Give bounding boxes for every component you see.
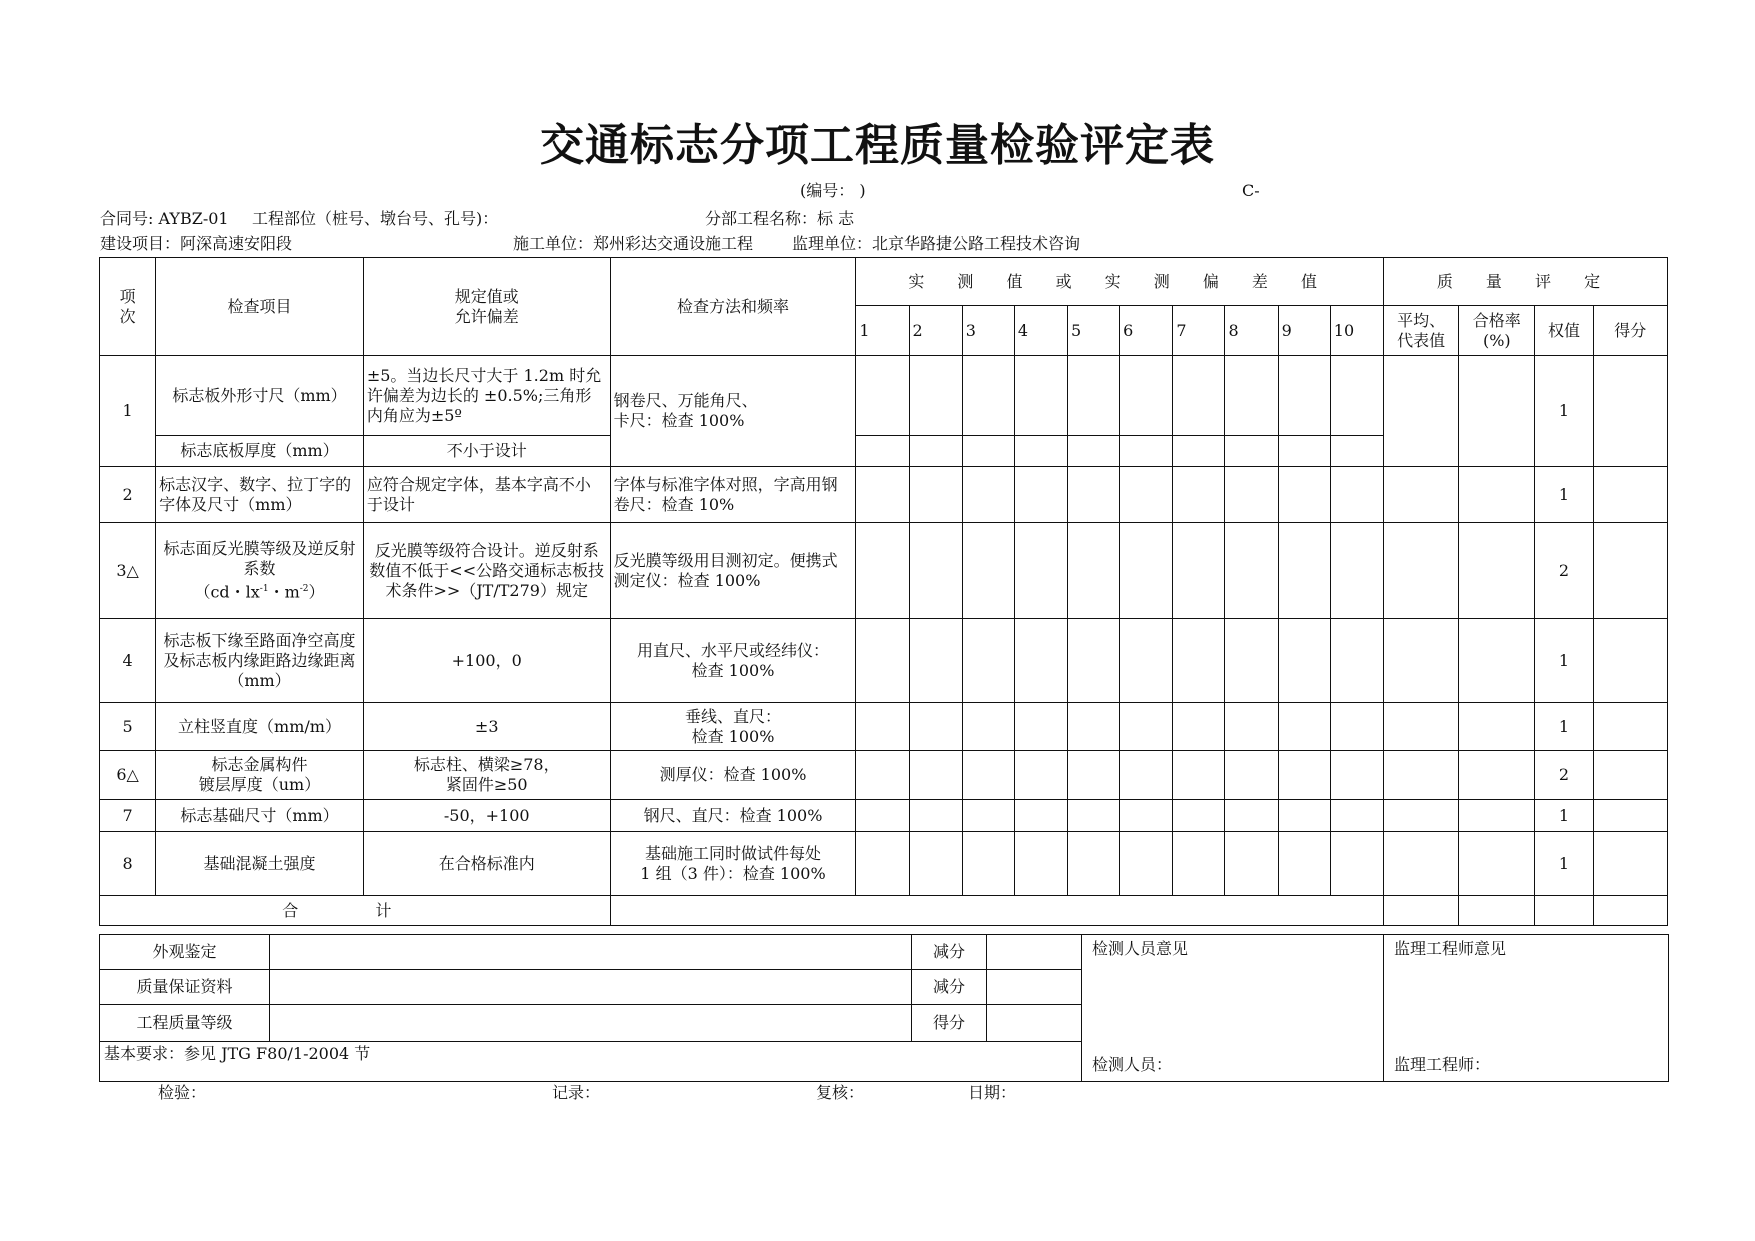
score-cell[interactable] <box>1593 467 1667 523</box>
measure-cell[interactable] <box>1014 356 1067 436</box>
engineer-opinion-label: 监理工程师意见 <box>1394 939 1507 958</box>
pass-rate-cell[interactable] <box>1459 832 1535 896</box>
header-item-no: 项 次 <box>100 258 156 356</box>
table-row <box>100 619 1668 703</box>
row-weight: 1 <box>1535 467 1593 523</box>
appearance-field[interactable] <box>270 935 912 970</box>
contract-no: 合同号: AYBZ-01 <box>100 209 229 228</box>
header-measured-values: 实 测 值 或 实 测 偏 差 值 <box>856 258 1384 306</box>
measure-cell[interactable] <box>1278 356 1330 436</box>
measure-cell[interactable] <box>1225 832 1278 896</box>
measure-cell[interactable] <box>1068 751 1120 800</box>
deduct-label: 减分 <box>912 935 987 970</box>
measure-cell[interactable] <box>1068 523 1120 619</box>
evaluation-summary-table <box>99 934 1669 1082</box>
measure-cell[interactable] <box>856 356 909 436</box>
measure-cell[interactable] <box>962 703 1014 751</box>
measure-cell[interactable] <box>1278 467 1330 523</box>
row-spec: -50，+100 <box>363 800 610 832</box>
form-code-suffix: C- <box>1242 181 1260 200</box>
measure-cell[interactable] <box>856 800 909 832</box>
unit-exponent: -2 <box>299 583 309 594</box>
form-code-label: (编号： ) <box>800 181 866 200</box>
row-spec: 反光膜等级符合设计。逆反射系数值不低于<<公路交通标志板技术条件>>（JT/T279）规定 <box>363 523 610 619</box>
unit-exponent: -1 <box>259 583 269 594</box>
measure-cell[interactable] <box>1173 619 1225 703</box>
row-item: 标志金属构件 镀层厚度（um） <box>156 751 364 800</box>
total-pass-rate-cell[interactable] <box>1459 896 1535 926</box>
basic-requirement: 基本要求：参见 JTG F80/1-2004 节 <box>100 1042 1082 1082</box>
quality-doc-field[interactable] <box>270 970 912 1005</box>
measure-cell[interactable] <box>909 436 962 467</box>
measure-cell[interactable] <box>962 751 1014 800</box>
pass-rate-cell[interactable] <box>1459 751 1535 800</box>
measure-cell[interactable] <box>1225 800 1278 832</box>
measure-cell[interactable] <box>1278 800 1330 832</box>
header-method: 检查方法和频率 <box>610 258 856 356</box>
total-average-cell[interactable] <box>1383 896 1458 926</box>
measure-col-header: 2 <box>909 306 962 356</box>
measure-cell[interactable] <box>962 436 1014 467</box>
average-cell[interactable] <box>1383 800 1458 832</box>
measure-cell[interactable] <box>1278 523 1330 619</box>
measure-cell[interactable] <box>909 523 962 619</box>
average-cell[interactable] <box>1383 467 1458 523</box>
measure-cell[interactable] <box>962 523 1014 619</box>
row-no: 2 <box>100 467 156 523</box>
measure-cell[interactable] <box>1330 800 1383 832</box>
average-cell[interactable] <box>1383 832 1458 896</box>
measure-cell[interactable] <box>1173 832 1225 896</box>
measure-cell[interactable] <box>909 751 962 800</box>
measure-cell[interactable] <box>1330 832 1383 896</box>
measure-cell[interactable] <box>1225 619 1278 703</box>
measure-cell[interactable] <box>856 751 909 800</box>
quality-doc-deduct-field[interactable] <box>987 970 1082 1005</box>
measure-cell[interactable] <box>1330 751 1383 800</box>
row-spec: ±5。当边长尺寸大于 1.2m 时允许偏差为边长的 ±0.5%;三角形内角应为±5º <box>363 356 610 436</box>
measure-cell[interactable] <box>1068 467 1120 523</box>
measure-cell[interactable] <box>1014 467 1067 523</box>
deduct-label: 减分 <box>912 970 987 1005</box>
measure-col-header: 10 <box>1330 306 1383 356</box>
measure-cell[interactable] <box>1173 751 1225 800</box>
measure-cell[interactable] <box>1330 356 1383 436</box>
row-no: 7 <box>100 800 156 832</box>
measure-cell[interactable] <box>856 703 909 751</box>
header-score: 得分 <box>1593 306 1667 356</box>
row-item: 标志汉字、数字、拉丁字的字体及尺寸（mm） <box>156 467 364 523</box>
inspection-table <box>99 257 1668 926</box>
row-weight: 1 <box>1535 800 1593 832</box>
measure-cell[interactable] <box>1120 800 1173 832</box>
measure-col-header: 6 <box>1120 306 1173 356</box>
measure-cell[interactable] <box>1330 467 1383 523</box>
measure-cell[interactable] <box>1120 751 1173 800</box>
score-cell[interactable] <box>1593 751 1667 800</box>
measure-cell[interactable] <box>1330 619 1383 703</box>
total-row <box>100 896 1668 926</box>
row-item-unit: （cd・lx <box>194 582 260 602</box>
score-cell[interactable] <box>1593 523 1667 619</box>
row-item-unit-3: ） <box>308 582 325 602</box>
average-cell[interactable] <box>1383 523 1458 619</box>
grade-score-field[interactable] <box>987 1005 1082 1042</box>
appearance-deduct-field[interactable] <box>987 935 1082 970</box>
row-weight: 2 <box>1535 523 1593 619</box>
inspector-signature-label: 检测人员： <box>1092 1055 1173 1074</box>
row-spec: 不小于设计 <box>363 436 610 467</box>
row-weight: 1 <box>1535 356 1593 467</box>
row-no: 6△ <box>100 751 156 800</box>
row-item: 标志板下缘至路面净空高度及标志板内缘距路边缘距离（mm） <box>156 619 364 703</box>
measure-cell[interactable] <box>962 800 1014 832</box>
measure-col-header: 1 <box>856 306 909 356</box>
row-no: 4 <box>100 619 156 703</box>
table-row <box>100 800 1668 832</box>
measure-cell[interactable] <box>962 832 1014 896</box>
row-item: 立柱竖直度（mm/m） <box>156 703 364 751</box>
measure-cell[interactable] <box>1120 356 1173 436</box>
measure-cell[interactable] <box>962 356 1014 436</box>
pass-rate-cell[interactable] <box>1459 523 1535 619</box>
measure-cell[interactable] <box>1120 703 1173 751</box>
row-item: 标志基础尺寸（mm） <box>156 800 364 832</box>
supervision-unit: 监理单位：北京华路捷公路工程技术咨询 <box>792 234 1081 253</box>
measure-col-header: 7 <box>1173 306 1225 356</box>
measure-cell[interactable] <box>856 619 909 703</box>
measure-col-header: 3 <box>962 306 1014 356</box>
measure-cell[interactable] <box>856 832 909 896</box>
measure-cell[interactable] <box>1225 703 1278 751</box>
measure-cell[interactable] <box>1014 436 1067 467</box>
row-weight: 1 <box>1535 703 1593 751</box>
measure-cell[interactable] <box>1068 356 1120 436</box>
header-check-item: 检查项目 <box>156 258 364 356</box>
measure-cell[interactable] <box>1173 703 1225 751</box>
footer-review: 复核： <box>816 1083 865 1102</box>
measure-cell[interactable] <box>909 800 962 832</box>
table-row <box>100 751 1668 800</box>
engineer-opinion-box[interactable] <box>1384 935 1669 1082</box>
measure-cell[interactable] <box>1173 467 1225 523</box>
measure-cell[interactable] <box>909 619 962 703</box>
row-item: 基础混凝土强度 <box>156 832 364 896</box>
total-score-cell[interactable] <box>1593 896 1667 926</box>
measure-cell[interactable] <box>1330 703 1383 751</box>
score-label: 得分 <box>912 1005 987 1042</box>
score-cell[interactable] <box>1593 832 1667 896</box>
pass-rate-cell[interactable] <box>1459 703 1535 751</box>
footer-date: 日期： <box>968 1083 1017 1102</box>
construction-project: 建设项目：阿深高速安阳段 <box>100 234 293 253</box>
measure-cell[interactable] <box>1014 619 1067 703</box>
measure-cell[interactable] <box>856 523 909 619</box>
pass-rate-cell[interactable] <box>1459 467 1535 523</box>
measure-cell[interactable] <box>909 832 962 896</box>
measure-cell[interactable] <box>1014 703 1067 751</box>
measure-cell[interactable] <box>1173 436 1225 467</box>
table-row <box>100 523 1668 619</box>
row-no: 8 <box>100 832 156 896</box>
measure-cell[interactable] <box>1120 832 1173 896</box>
header-average: 平均、 代表值 <box>1383 306 1458 356</box>
measure-cell[interactable] <box>1225 467 1278 523</box>
average-cell[interactable] <box>1383 356 1458 467</box>
sub-project-name: 分部工程名称：标 志 <box>705 209 855 228</box>
row-item: 标志板外形寸尺（mm） <box>156 356 364 436</box>
measure-cell[interactable] <box>1068 832 1120 896</box>
row-spec: ±3 <box>363 703 610 751</box>
measure-cell[interactable] <box>856 467 909 523</box>
appearance-label: 外观鉴定 <box>100 935 270 970</box>
row-method: 垂线、直尺： 检查 100% <box>610 703 856 751</box>
measure-col-header: 4 <box>1014 306 1067 356</box>
quality-grade-field[interactable] <box>270 1005 912 1042</box>
measure-cell[interactable] <box>1278 703 1330 751</box>
measure-cell[interactable] <box>1068 619 1120 703</box>
row-no: 3△ <box>100 523 156 619</box>
row-method: 用直尺、水平尺或经纬仪： 检查 100% <box>610 619 856 703</box>
row-method: 反光膜等级用目测初定。便携式测定仪：检查 100% <box>610 523 856 619</box>
score-cell[interactable] <box>1593 619 1667 703</box>
pass-rate-cell[interactable] <box>1459 619 1535 703</box>
measure-col-header: 8 <box>1225 306 1278 356</box>
measure-cell[interactable] <box>1014 800 1067 832</box>
row-method: 钢尺、直尺：检查 100% <box>610 800 856 832</box>
row-item: 标志底板厚度（mm） <box>156 436 364 467</box>
header-quality-evaluation: 质 量 评 定 <box>1383 258 1667 306</box>
measure-cell[interactable] <box>1120 619 1173 703</box>
construction-unit: 施工单位：郑州彩达交通设施工程 <box>513 234 754 253</box>
measure-cell[interactable] <box>1173 523 1225 619</box>
measure-cell[interactable] <box>962 467 1014 523</box>
measure-cell[interactable] <box>1225 751 1278 800</box>
measure-cell[interactable] <box>1120 436 1173 467</box>
inspector-opinion-label: 检测人员意见 <box>1092 939 1189 958</box>
row-weight: 1 <box>1535 832 1593 896</box>
table-row <box>100 832 1668 896</box>
work-location: 工程部位（桩号、墩台号、孔号)： <box>252 209 499 228</box>
measure-cell[interactable] <box>1014 832 1067 896</box>
pass-rate-cell[interactable] <box>1459 800 1535 832</box>
score-cell[interactable] <box>1593 703 1667 751</box>
row-method: 字体与标准字体对照，字高用钢卷尺：检查 10% <box>610 467 856 523</box>
measure-cell[interactable] <box>1173 800 1225 832</box>
measure-col-header: 5 <box>1068 306 1120 356</box>
quality-grade-label: 工程质量等级 <box>100 1005 270 1042</box>
page-title: 交通标志分项工程质量检验评定表 <box>540 120 1215 171</box>
quality-doc-label: 质量保证资料 <box>100 970 270 1005</box>
row-method: 测厚仪：检查 100% <box>610 751 856 800</box>
row-spec: 应符合规定字体，基本字高不小于设计 <box>363 467 610 523</box>
measure-cell[interactable] <box>1120 523 1173 619</box>
row-weight: 1 <box>1535 619 1593 703</box>
measure-cell[interactable] <box>1330 523 1383 619</box>
row-no: 1 <box>100 356 156 467</box>
average-cell[interactable] <box>1383 703 1458 751</box>
measure-cell[interactable] <box>856 436 909 467</box>
row-spec: 标志柱、横梁≥78， 紧固件≥50 <box>363 751 610 800</box>
measure-cell[interactable] <box>1225 436 1278 467</box>
measure-cell[interactable] <box>1068 703 1120 751</box>
inspector-opinion-box[interactable] <box>1082 935 1384 1082</box>
pass-rate-cell[interactable] <box>1459 356 1535 467</box>
total-weight-cell[interactable] <box>1535 896 1593 926</box>
header-pass-rate: 合格率 (%) <box>1459 306 1535 356</box>
measure-cell[interactable] <box>1225 356 1278 436</box>
total-label: 合 计 <box>100 896 611 926</box>
measure-cell[interactable] <box>1120 467 1173 523</box>
measure-cell[interactable] <box>909 356 962 436</box>
measure-cell[interactable] <box>1068 436 1120 467</box>
total-blank <box>610 896 1383 926</box>
measure-cell[interactable] <box>1068 800 1120 832</box>
measure-cell[interactable] <box>1330 436 1383 467</box>
row-item: 标志面反光膜等级及逆反射系数 <box>163 538 356 578</box>
header-weight: 权值 <box>1535 306 1593 356</box>
measure-cell[interactable] <box>1173 356 1225 436</box>
row-spec: +100，0 <box>363 619 610 703</box>
row-method: 基础施工同时做试件每处 1 组（3 件）：检查 100% <box>610 832 856 896</box>
measure-cell[interactable] <box>1014 523 1067 619</box>
table-row <box>100 467 1668 523</box>
score-cell[interactable] <box>1593 356 1667 467</box>
measure-cell[interactable] <box>1278 832 1330 896</box>
engineer-signature-label: 监理工程师： <box>1394 1055 1491 1074</box>
footer-check: 检验： <box>158 1083 207 1102</box>
measure-cell[interactable] <box>962 619 1014 703</box>
row-spec: 在合格标准内 <box>363 832 610 896</box>
average-cell[interactable] <box>1383 619 1458 703</box>
measure-cell[interactable] <box>909 703 962 751</box>
measure-cell[interactable] <box>909 467 962 523</box>
score-cell[interactable] <box>1593 800 1667 832</box>
row-item-unit-2: ・m <box>268 582 300 602</box>
table-row <box>100 703 1668 751</box>
row-no: 5 <box>100 703 156 751</box>
measure-col-header: 9 <box>1278 306 1330 356</box>
measure-cell[interactable] <box>1278 751 1330 800</box>
measure-cell[interactable] <box>1278 619 1330 703</box>
table-row <box>100 356 1668 436</box>
row-method: 钢卷尺、万能角尺、 卡尺：检查 100% <box>610 356 856 467</box>
row-item-cell <box>156 523 364 619</box>
measure-cell[interactable] <box>1225 523 1278 619</box>
measure-cell[interactable] <box>1278 436 1330 467</box>
footer-record: 记录： <box>552 1083 601 1102</box>
average-cell[interactable] <box>1383 751 1458 800</box>
row-weight: 2 <box>1535 751 1593 800</box>
header-spec: 规定值或 允许偏差 <box>363 258 610 356</box>
measure-cell[interactable] <box>1014 751 1067 800</box>
